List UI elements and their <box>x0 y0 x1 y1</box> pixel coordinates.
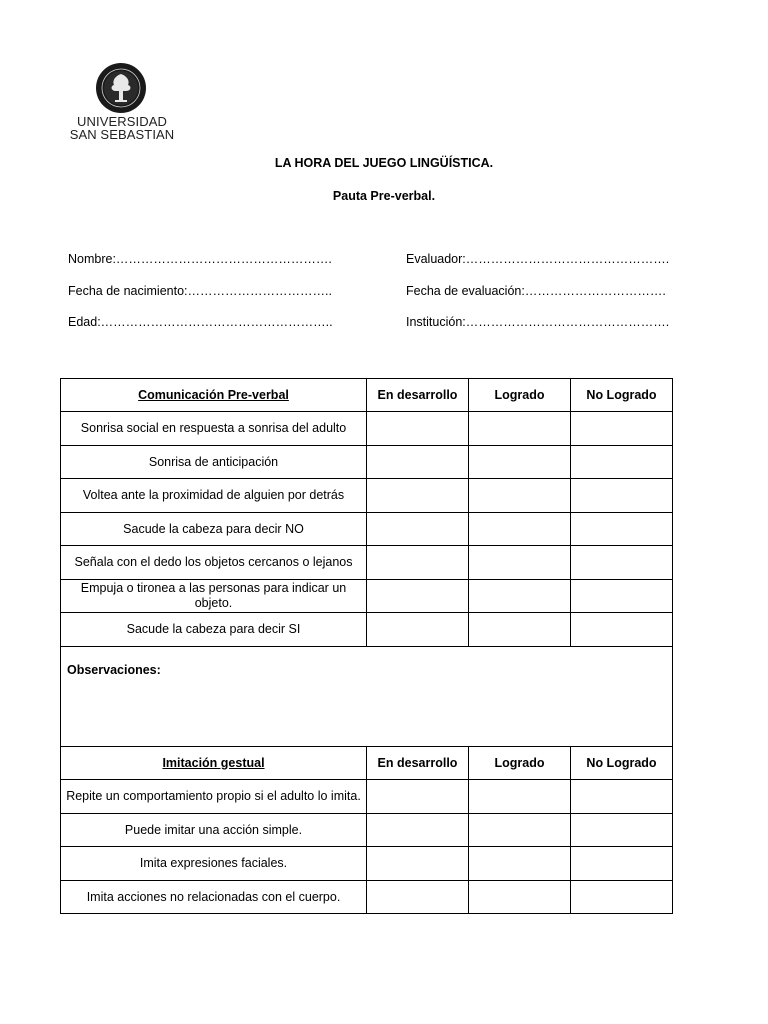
row-label: Repite un comportamiento propio si el adulto lo imita. <box>61 780 367 814</box>
table-row <box>61 780 673 814</box>
cell-en-desarrollo[interactable] <box>367 546 469 580</box>
row-label: Imita expresiones faciales. <box>61 847 367 881</box>
row-label: Sacude la cabeza para decir NO <box>61 513 367 546</box>
cell-logrado[interactable] <box>469 881 571 914</box>
header-comunicacion: Comunicación Pre-verbal <box>61 379 367 412</box>
cell-logrado[interactable] <box>469 446 571 479</box>
document-title: LA HORA DEL JUEGO LINGÜÍSTICA. <box>274 156 494 170</box>
header-no-logrado: No Logrado <box>571 379 673 412</box>
cell-en-desarrollo[interactable] <box>367 613 469 647</box>
field-evaluador: Evaluador:…………………………………………. <box>406 252 670 266</box>
row-label: Empuja o tironea a las personas para indicar un objeto. <box>61 580 367 613</box>
cell-no-logrado[interactable] <box>571 613 673 647</box>
field-nombre: Nombre:……………………………………………. <box>68 252 332 266</box>
row-label: Sonrisa social en respuesta a sonrisa del adulto <box>61 412 367 446</box>
cell-logrado[interactable] <box>469 412 571 446</box>
cell-logrado[interactable] <box>469 780 571 814</box>
cell-logrado[interactable] <box>469 814 571 847</box>
cell-no-logrado[interactable] <box>571 847 673 881</box>
cell-no-logrado[interactable] <box>571 513 673 546</box>
cell-en-desarrollo[interactable] <box>367 814 469 847</box>
table-row <box>61 479 673 513</box>
cell-no-logrado[interactable] <box>571 546 673 580</box>
table-header-row <box>61 747 673 780</box>
university-logo <box>68 62 176 142</box>
table-row <box>61 847 673 881</box>
table-comunicacion-preverbal <box>60 378 673 914</box>
row-label: Voltea ante la proximidad de alguien por detrás <box>61 479 367 513</box>
header-logrado: Logrado <box>469 747 571 780</box>
cell-no-logrado[interactable] <box>571 580 673 613</box>
observations-row <box>61 647 673 747</box>
field-fecha-evaluacion: Fecha de evaluación:……………………………. <box>406 284 666 298</box>
document-subtitle: Pauta Pre-verbal. <box>332 189 436 203</box>
row-label: Imita acciones no relacionadas con el cuerpo. <box>61 881 367 914</box>
cell-no-logrado[interactable] <box>571 446 673 479</box>
table-row <box>61 881 673 914</box>
cell-en-desarrollo[interactable] <box>367 881 469 914</box>
table-header-row <box>61 379 673 412</box>
cell-en-desarrollo[interactable] <box>367 479 469 513</box>
university-seal-icon <box>95 62 147 114</box>
field-fecha-nacimiento: Fecha de nacimiento:…………………………….. <box>68 284 332 298</box>
row-label: Puede imitar una acción simple. <box>61 814 367 847</box>
table-row <box>61 412 673 446</box>
logo-line-1: UNIVERSIDAD <box>77 114 167 129</box>
field-institucion: Institución:…………………………………………. <box>406 315 670 329</box>
observations-label[interactable]: Observaciones: <box>61 647 673 747</box>
cell-logrado[interactable] <box>469 546 571 580</box>
row-label: Sonrisa de anticipación <box>61 446 367 479</box>
header-no-logrado: No Logrado <box>571 747 673 780</box>
header-imitacion: Imitación gestual <box>61 747 367 780</box>
table-row <box>61 580 673 613</box>
table-row <box>61 513 673 546</box>
header-en-desarrollo: En desarrollo <box>367 379 469 412</box>
cell-no-logrado[interactable] <box>571 780 673 814</box>
header-en-desarrollo: En desarrollo <box>367 747 469 780</box>
row-label: Señala con el dedo los objetos cercanos o lejanos <box>61 546 367 580</box>
cell-logrado[interactable] <box>469 613 571 647</box>
header-logrado: Logrado <box>469 379 571 412</box>
logo-line-2: SAN SEBASTIAN <box>69 127 175 142</box>
cell-no-logrado[interactable] <box>571 881 673 914</box>
table-row <box>61 446 673 479</box>
cell-logrado[interactable] <box>469 479 571 513</box>
cell-no-logrado[interactable] <box>571 814 673 847</box>
cell-logrado[interactable] <box>469 513 571 546</box>
cell-no-logrado[interactable] <box>571 479 673 513</box>
cell-logrado[interactable] <box>469 847 571 881</box>
table-row <box>61 814 673 847</box>
cell-logrado[interactable] <box>469 580 571 613</box>
cell-en-desarrollo[interactable] <box>367 446 469 479</box>
cell-en-desarrollo[interactable] <box>367 412 469 446</box>
table-row <box>61 546 673 580</box>
cell-en-desarrollo[interactable] <box>367 847 469 881</box>
cell-no-logrado[interactable] <box>571 412 673 446</box>
table-row <box>61 613 673 647</box>
cell-en-desarrollo[interactable] <box>367 513 469 546</box>
cell-en-desarrollo[interactable] <box>367 580 469 613</box>
field-edad: Edad:……………………………………………….. <box>68 315 333 329</box>
cell-en-desarrollo[interactable] <box>367 780 469 814</box>
row-label: Sacude la cabeza para decir SI <box>61 613 367 647</box>
